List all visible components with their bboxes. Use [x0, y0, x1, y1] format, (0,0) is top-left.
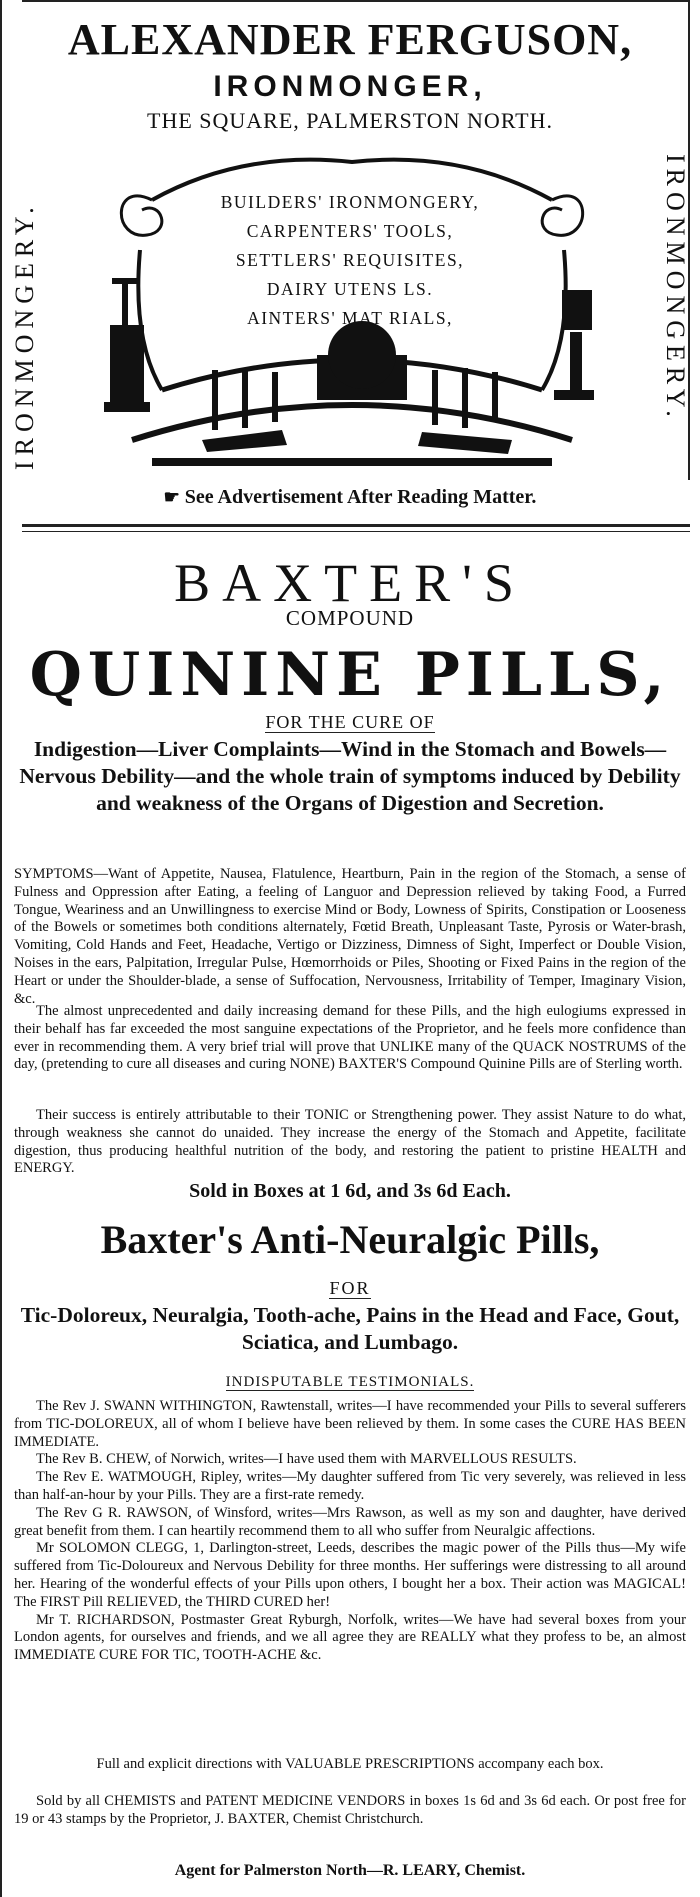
column-rule	[0, 0, 2, 1897]
frame-top-rule	[22, 0, 690, 2]
for-the-cure-of	[0, 712, 700, 733]
for-label	[0, 1278, 700, 1299]
for-the-cure-of-text: FOR THE CURE OF	[265, 712, 435, 732]
testimonials-heading	[0, 1374, 700, 1391]
testimonial: Mr SOLOMON CLEGG, 1, Darlington-street, Leeds, describes the magic power of the Pills thus—My wife suffered from Tic-Doloureux and Nervous Debility for three months. Her sufferings were distressing to all around her. Hearing of the wonderful effects of your Pills upon others, I bought her a box. Their action was MAGICAL! The FIRST Pill RELIEVED, the THIRD CURED her!	[14, 1540, 686, 1610]
testimonials-heading-text: INDISPUTABLE TESTIMONIALS.	[225, 1374, 475, 1390]
compound-label: COMPOUND	[285, 606, 415, 630]
demand-paragraph: The almost unprecedented and daily increasing demand for these Pills, and the high eulogiums expressed in their behalf has far exceeded the most sanguine expectations of the Proprietor, and he feels more confidence than ever in recommending them. A very brief trial will prove that UNLIKE many of the QUACK NOSTRUMS of the day, (pretending to cure all diseases and curing NONE) BAXTER'S Compound Quinine Pills are of Sterling worth.	[14, 1003, 686, 1073]
quinine-price-line: Sold in Boxes at 1 6d, and 3s 6d Each.	[189, 1180, 511, 1202]
baxters-title: BAXTER'S	[174, 553, 526, 613]
section-divider	[22, 524, 690, 527]
ferguson-name: ALEXANDER FERGUSON,	[67, 15, 633, 64]
section-divider-thin	[22, 531, 690, 532]
for-label-text: FOR	[329, 1278, 371, 1298]
testimonials-list	[14, 1398, 686, 1665]
goods-item: CARPENTERS' TOOLS,	[246, 221, 454, 241]
goods-item: DAIRY UTENS LS.	[266, 279, 434, 299]
sold-by-paragraph: Sold by all CHEMISTS and PATENT MEDICINE VENDORS in boxes 1s 6d and 3s 6d each. Or post free for 19 or 43 stamps by the Proprietor, J. BAXTER, Chemist Christchurch.	[14, 1793, 686, 1827]
goods-item: SETTLERS' REQUISITES,	[235, 250, 465, 270]
directions-note: Full and explicit directions with VALUABLE PRESCRIPTIONS accompany each box.	[96, 1756, 604, 1772]
goods-list	[160, 188, 540, 333]
testimonial: The Rev J. SWANN WITHINGTON, Rawtenstall, writes—I have recommended your Pills to several sufferers from TIC-DOLOREUX, all of whom I believe have been relieved by them. In some cases the CURE HAS BEEN IMMEDIATE.	[14, 1398, 686, 1450]
side-text-right: IRONMONGERY.	[661, 154, 690, 423]
testimonial: The Rev E. WATMOUGH, Ripley, writes—My daughter suffered from Tic very severely, was relieved in less than half-an-hour by your Pills. They are a first-rate remedy.	[14, 1469, 686, 1503]
pointing-hand-icon: ☛	[163, 487, 180, 507]
goods-item: BUILDERS' IRONMONGERY,	[220, 192, 480, 212]
neuralgic-indications: Tic-Doloreux, Neuralgia, Tooth-ache, Pains in the Head and Face, Gout, Sciatica, and Lumbago.	[20, 1303, 680, 1354]
see-advertisement-text: See Advertisement After Reading Matter.	[184, 486, 537, 508]
see-advertisement-note	[0, 486, 700, 509]
quinine-pills-heading: QUININE PILLS,	[29, 640, 671, 710]
local-agent-line: Agent for Palmerston North—R. LEARY, Chemist.	[174, 1862, 526, 1879]
ferguson-address: THE SQUARE, PALMERSTON NORTH.	[147, 108, 553, 133]
testimonial: Mr T. RICHARDSON, Postmaster Great Ryburgh, Norfolk, writes—We have had several boxes from your London agents, for ourselves and friends, and we all agree they are REALLY what they profess to be, an almost IMMEDIATE CURE FOR TIC, TOOTH-ACHE &c.	[14, 1611, 686, 1664]
quinine-indications: Indigestion—Liver Complaints—Wind in the Stomach and Bowels—Nervous Debility—and the whole train of symptoms induced by Debility and weakness of the Organs of Digestion and Secretion.	[19, 737, 681, 815]
tonic-paragraph: Their success is entirely attributable to their TONIC or Strengthening power. They assist Nature to do what, through weakness she cannot do unaided. They increase the energy of the Stomach and Appetite, facilitate digestion, thus producing healthful nutrition of the body, and restoring the patient to pristine HEALTH and ENERGY.	[14, 1107, 686, 1177]
testimonial: The Rev B. CHEW, of Norwich, writes—I have used them with MARVELLOUS RESULTS.	[36, 1451, 577, 1468]
side-text-left: IRONMONGERY.	[10, 201, 39, 470]
goods-item: AINTERS' MAT RIALS,	[247, 308, 453, 328]
anti-neuralgic-heading: Baxter's Anti-Neuralgic Pills,	[100, 1217, 600, 1262]
testimonial: The Rev G R. RAWSON, of Winsford, writes—Mrs Rawson, as well as my son and daughter, have derived great benefit from them. I can heartily recommend them to all who suffer from Neuralgic affections.	[14, 1504, 686, 1539]
ferguson-trade: IRONMONGER,	[213, 70, 487, 103]
symptoms-paragraph: SYMPTOMS—Want of Appetite, Nausea, Flatulence, Heartburn, Pain in the region of the Stomach, a sense of Fulness and Oppression after Eating, a feeling of Languor and Depression relieved by taking Food, a Furred Tongue, Weariness and an Unwillingness to exercise Mind or Body, Lowness of Spirits, Constipation or Looseness of the Bowels or sometimes both conditions alternately, Fœtid Breath, Unpleasant Taste, Pyrosis or Water-brash, Vomiting, Cold Hands and Feet, Headache, Vertigo or Dizziness, Dimness of Sight, Imperfect or Double Vision, Noises in the ears, Palpitation, Irregular Pulse, Hœmorrhoids or Piles, Shooting or Fixed Pains in the region of the Heart or under the Shoulder-blade, a sense of Suffocation, Nervousness, Irritability of Temper, Imaginary Vision, &c.	[14, 866, 686, 1007]
